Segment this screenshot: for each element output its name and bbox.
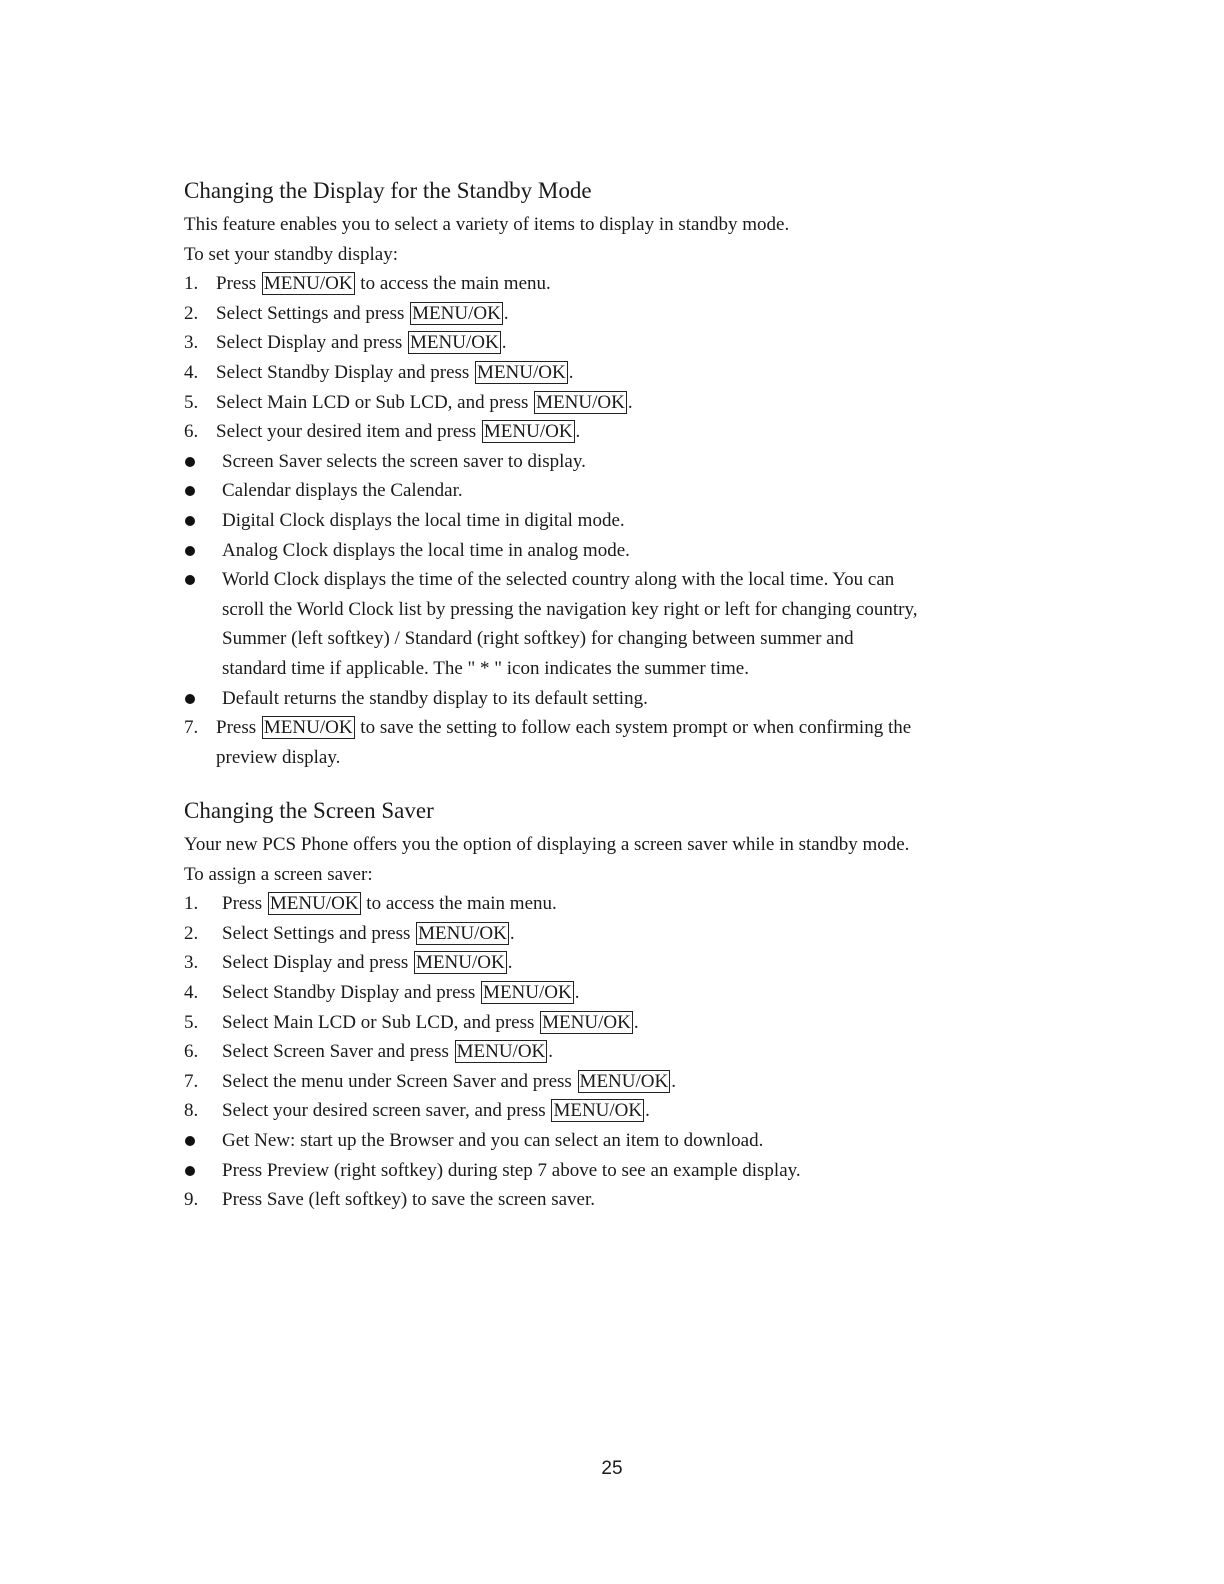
menu-ok-key: MENU/OK bbox=[269, 893, 359, 915]
step-item: 4. Select Standby Display and press MENU/OK . bbox=[184, 358, 1044, 388]
step-number: 8. bbox=[184, 1100, 199, 1122]
step-item: 7. Select the menu under Screen Saver and press MENU/OK . bbox=[184, 1067, 1044, 1097]
section-title: Changing the Screen Saver bbox=[184, 798, 434, 823]
menu-ok-key: MENU/OK bbox=[456, 1041, 546, 1063]
menu-ok-key: MENU/OK bbox=[263, 717, 353, 739]
bullet-item: Get New: start up the Browser and you can select an item to download. bbox=[184, 1126, 1044, 1156]
menu-ok-key: MENU/OK bbox=[418, 922, 507, 944]
menu-ok-key: MENU/OK bbox=[553, 1100, 643, 1122]
bullet-icon bbox=[185, 516, 195, 526]
step-number: 9. bbox=[184, 1189, 199, 1211]
step-number: 3. bbox=[184, 952, 199, 974]
step-number: 1. bbox=[184, 893, 199, 915]
step-number: 4. bbox=[184, 981, 199, 1003]
menu-ok-key: MENU/OK bbox=[536, 391, 625, 413]
bullet-item: Press Preview (right softkey) during step 7 above to see an example display. bbox=[184, 1156, 1044, 1186]
page-number: 25 bbox=[601, 1458, 623, 1479]
section-lead: To assign a screen saver: bbox=[184, 863, 373, 885]
step-item: 7. Press MENU/OK to save the setting to follow each system prompt or when confirming the preview display. bbox=[184, 713, 1044, 772]
bullet-item: Default returns the standby display to its default setting. bbox=[184, 684, 1044, 714]
step-item: 3. Select Display and press MENU/OK . bbox=[184, 948, 1044, 978]
step-item: 2. Select Settings and press MENU/OK . bbox=[184, 919, 1044, 949]
section-title: Changing the Display for the Standby Mode bbox=[184, 178, 592, 203]
menu-ok-key: MENU/OK bbox=[263, 273, 353, 295]
step-item: 6. Select Screen Saver and press MENU/OK . bbox=[184, 1037, 1044, 1067]
section-standby-display bbox=[184, 172, 1044, 772]
step-item: 4. Select Standby Display and press MENU/OK . bbox=[184, 978, 1044, 1008]
step-number: 7. bbox=[184, 717, 199, 739]
step-number: 2. bbox=[184, 302, 199, 324]
step-item: 5. Select Main LCD or Sub LCD, and press MENU/OK . bbox=[184, 388, 1044, 418]
step-item: 6. Select your desired item and press MENU/OK . bbox=[184, 417, 1044, 447]
bullet-item-world-clock: World Clock displays the time of the selected country along with the local time. You can scroll the World Clock list by pressing the navigation key right or left for changing country, Summer (left softkey) / Standard (right softkey) for changing between summer and standard time if applicable. The " * " icon indicates the summer time. bbox=[184, 565, 1044, 683]
bullet-item: Digital Clock displays the local time in digital mode. bbox=[184, 506, 1044, 536]
section-screen-saver bbox=[184, 792, 1044, 1215]
step-number: 2. bbox=[184, 922, 199, 944]
menu-ok-key: MENU/OK bbox=[579, 1070, 669, 1092]
step-item: 9. Press Save (left softkey) to save the screen saver. bbox=[184, 1185, 1044, 1215]
bullet-icon bbox=[185, 1136, 195, 1146]
section-intro: Your new PCS Phone offers you the option of displaying a screen saver while in standby mode. bbox=[184, 834, 910, 855]
step-item: 1. Press MENU/OK to access the main menu. bbox=[184, 269, 1044, 299]
step-number: 6. bbox=[184, 1041, 199, 1063]
step-number: 5. bbox=[184, 1011, 199, 1033]
step-item: 5. Select Main LCD or Sub LCD, and press MENU/OK . bbox=[184, 1008, 1044, 1038]
bullet-icon bbox=[185, 457, 195, 467]
menu-ok-key: MENU/OK bbox=[542, 1011, 631, 1033]
menu-ok-key: MENU/OK bbox=[412, 302, 501, 324]
menu-ok-key: MENU/OK bbox=[410, 332, 499, 354]
bullet-item: Screen Saver selects the screen saver to display. bbox=[184, 447, 1044, 477]
menu-ok-key: MENU/OK bbox=[483, 421, 573, 443]
step-number: 6. bbox=[184, 421, 199, 443]
bullet-item: Calendar displays the Calendar. bbox=[184, 476, 1044, 506]
step-number: 3. bbox=[184, 332, 199, 354]
menu-ok-key: MENU/OK bbox=[477, 361, 566, 383]
menu-ok-key: MENU/OK bbox=[416, 952, 505, 974]
bullet-icon bbox=[185, 546, 195, 556]
step-item: 1. Press MENU/OK to access the main menu. bbox=[184, 889, 1044, 919]
menu-ok-key: MENU/OK bbox=[483, 981, 572, 1003]
bullet-icon bbox=[185, 694, 195, 704]
section-intro: This feature enables you to select a variety of items to display in standby mode. bbox=[184, 214, 790, 235]
step-number: 7. bbox=[184, 1070, 199, 1092]
bullet-item: Analog Clock displays the local time in analog mode. bbox=[184, 536, 1044, 566]
bullet-icon bbox=[185, 1166, 195, 1176]
step-number: 4. bbox=[184, 361, 199, 383]
step-number: 5. bbox=[184, 391, 199, 413]
section-lead: To set your standby display: bbox=[184, 243, 398, 265]
step-item: 8. Select your desired screen saver, and press MENU/OK . bbox=[184, 1096, 1044, 1126]
step-item: 2. Select Settings and press MENU/OK . bbox=[184, 299, 1044, 329]
step-number: 1. bbox=[184, 273, 199, 295]
step-item: 3. Select Display and press MENU/OK . bbox=[184, 328, 1044, 358]
